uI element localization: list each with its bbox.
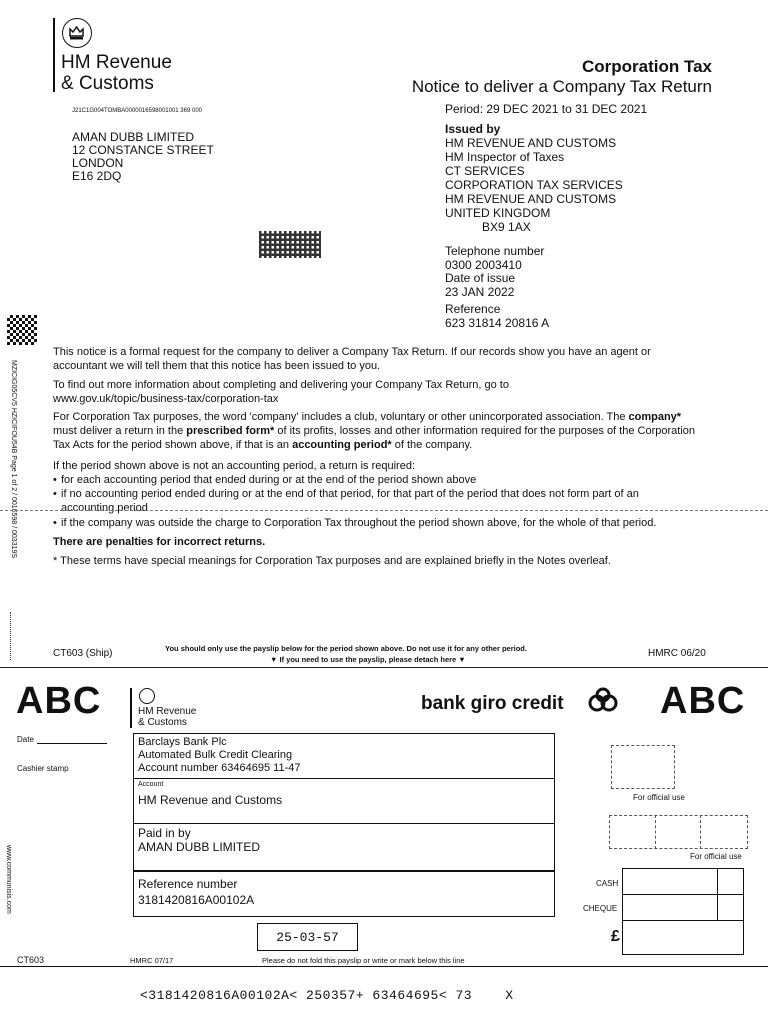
telephone-number: 0300 2003410 [445, 257, 522, 272]
org-line-2: & Customs [61, 73, 154, 94]
date-of-issue: 23 JAN 2022 [445, 284, 515, 299]
slip-hmrc-logo [138, 706, 196, 728]
cheque-label: CHEQUE [583, 904, 618, 913]
date-label [17, 735, 34, 744]
issuer-line: CORPORATION TAX SERVICES [445, 178, 623, 192]
date-label-text: Date [17, 735, 34, 744]
list-item: • if the company was outside the charge to Corporation Tax throughout the period shown above, for the whole of that period. [53, 517, 657, 529]
official-use-label-2: For official use [690, 852, 742, 861]
bank-line: Automated Bulk Credit Clearing [138, 749, 293, 761]
reference-value: 623 31814 20816 A [445, 315, 550, 330]
pound-sign: £ [611, 928, 620, 945]
cash-pence-field[interactable] [717, 868, 744, 895]
reference-number-value: 3181420816A00102A [138, 893, 255, 907]
notice-paragraph-4: If the period shown above is not an accounting period, a return is required: [53, 460, 416, 472]
paid-in-by-box [133, 823, 555, 871]
official-use-divider [655, 815, 656, 849]
official-use-label-1: For official use [633, 793, 685, 802]
account-label: Account [138, 781, 164, 788]
address-line: AMAN DUBB LIMITED [72, 130, 195, 144]
issued-by-block [445, 122, 623, 234]
abc-mark-left: ABC [16, 680, 102, 722]
period-line: Period: 29 DEC 2021 to 31 DEC 2021 [445, 102, 648, 116]
document-title: Corporation Tax [581, 57, 712, 76]
slip-org-line-1: HM Revenue [138, 706, 197, 717]
slip-org-line-2: & Customs [138, 717, 187, 728]
document-subtitle: Notice to deliver a Company Tax Return [411, 77, 712, 96]
abc-mark-right: ABC [660, 680, 746, 722]
official-use-box-1 [611, 745, 675, 789]
date-of-issue-label: Date of issue [445, 271, 516, 285]
address-line: LONDON [72, 156, 124, 170]
micr-line-top [0, 966, 768, 967]
paid-in-by-name: AMAN DUBB LIMITED [138, 840, 261, 854]
terms-note: * These terms have special meanings for Corporation Tax purposes and are explained briefly in the Notes overleaf. [53, 555, 611, 567]
penalties-warning: There are penalties for incorrect returns. [53, 536, 266, 548]
hmrc-logo-text [61, 52, 172, 94]
cheque-pence-field[interactable] [717, 895, 744, 921]
issuer-postcode: BX9 1AX [482, 220, 531, 234]
cash-label: CASH [596, 879, 619, 888]
contact-block [445, 245, 549, 330]
issuer-line: HM REVENUE AND CUSTOMS [445, 192, 617, 206]
slip-form-code: CT603 (Ship) [53, 648, 113, 659]
printer-url-text: www.communisis.com [5, 845, 12, 914]
slip-divider [130, 688, 132, 728]
total-amount-field[interactable] [622, 921, 744, 955]
slip-footer-version: HMRC 07/17 [130, 956, 174, 965]
address-line: 12 CONSTANCE STREET [72, 143, 214, 157]
issuer-line: CT SERVICES [445, 164, 525, 178]
issued-by-label: Issued by [445, 122, 501, 136]
2d-barcode-icon [259, 231, 321, 258]
reference-label: Reference [445, 302, 501, 316]
slip-instruction: You should only use the payslip below for the period shown above. Do not use it for any other period. [165, 644, 527, 653]
bank-line: Account number 63464695 11-47 [138, 762, 301, 774]
detach-line [0, 667, 768, 668]
slip-version: HMRC 06/20 [648, 648, 706, 659]
cash-amount-field[interactable] [622, 868, 718, 895]
reference-number-label: Reference number [138, 877, 238, 891]
account-box [133, 778, 555, 824]
p3-term-company: company* [628, 411, 682, 423]
list-item: • for each accounting period that ended during or at the end of the period shown above [53, 474, 477, 486]
p3-text: For Corporation Tax purposes, the word 'company' includes a club, voluntary or other unincorporated association. The [53, 411, 629, 423]
datamatrix-icon [7, 315, 37, 345]
margin-dotted-mark [10, 612, 12, 660]
header-divider [53, 18, 55, 92]
slip-footer-note: Please do not fold this payslip or write or mark below this line [262, 956, 465, 965]
notice-paragraph-1: This notice is a formal request for the company to deliver a Company Tax Return. If our records show you have an agent or accountant we will tell them that this notice has been issued to you. [53, 346, 651, 372]
issuer-line: HM REVENUE AND CUSTOMS [445, 136, 617, 150]
official-use-box-2 [609, 815, 748, 849]
bank-details-box [133, 733, 555, 779]
p3-term-prescribed-form: prescribed form* [186, 425, 275, 437]
cheque-amount-field[interactable] [622, 895, 718, 921]
hmrc-crest-icon [62, 18, 92, 48]
issuer-line: UNITED KINGDOM [445, 206, 551, 220]
hmrc-crest-small-icon [139, 688, 155, 704]
barcode-reference: J21C1G004TOMBA0000016598001001 369 000 [72, 108, 202, 114]
bank-giro-credit-title: bank giro credit [421, 693, 564, 714]
bank-line: Barclays Bank Plc [138, 736, 227, 748]
margin-code-text: MZICIG05CV5 HZICIFOU54B Page 1 of 2 / 0016598 / 003319S [10, 360, 17, 559]
micr-code-line: <3181420816A00102A< 250357+ 63464695< 73 X [140, 988, 514, 1003]
date-field[interactable] [37, 743, 107, 744]
paid-in-by-label: Paid in by [138, 826, 191, 840]
p3-text: of the company. [391, 439, 473, 451]
p3-text: must deliver a return in the [53, 425, 187, 437]
detach-instruction: ▼ If you need to use the payslip, please detach here ▼ [270, 655, 466, 664]
slip-footer-code: CT603 [17, 955, 45, 965]
cashier-stamp-label: Cashier stamp [17, 764, 69, 773]
bullet-text: if no accounting period ended during or at the end of that period, for that part of the period that does not form part of an accounting period [61, 488, 639, 514]
p3-text: of its profits, losses and other information required for the purposes of the Corporation Tax Acts for the period shown above, if that is an [53, 425, 695, 451]
account-name: HM Revenue and Customs [138, 793, 283, 807]
bank-giro-logo-icon [586, 686, 620, 725]
sort-code: 25-03-57 [276, 930, 339, 945]
bullet-list [53, 473, 703, 530]
bullet-text: for each accounting period that ended during or at the end of the period shown above [61, 474, 477, 486]
telephone-label: Telephone number [445, 244, 545, 258]
official-use-divider [700, 815, 701, 849]
org-line-1: HM Revenue [61, 52, 172, 73]
sort-code-box [257, 923, 358, 951]
p3-term-accounting-period: accounting period* [292, 439, 392, 451]
bullet-text: if the company was outside the charge to Corporation Tax throughout the period shown above, for the whole of that period. [61, 517, 657, 529]
issuer-line: HM Inspector of Taxes [445, 150, 565, 164]
reference-box [133, 871, 555, 917]
address-line: E16 2DQ [72, 169, 122, 183]
fold-line [0, 510, 768, 511]
notice-paragraph-2: To find out more information about completing and delivering your Company Tax Return, go to www.gov.uk/topic/business-tax/corporation-tax [53, 379, 509, 405]
notice-paragraph-3 [53, 410, 703, 452]
list-item: • if no accounting period ended during or at the end of that period, for that part of the period that does not form part of an accounting period [53, 487, 703, 515]
recipient-address [72, 131, 214, 183]
